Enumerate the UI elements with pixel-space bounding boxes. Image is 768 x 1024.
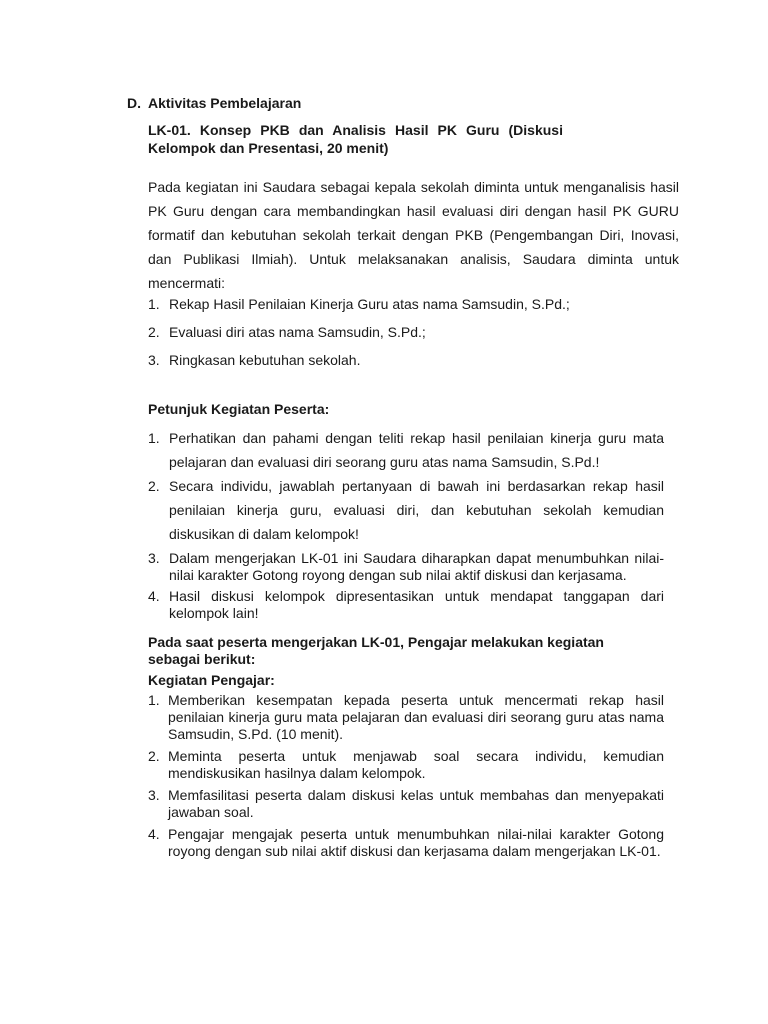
list-item bbox=[148, 692, 664, 743]
list-number: 1. bbox=[148, 430, 160, 446]
list-text: Hasil diskusi kelompok dipresentasikan untuk mendapat tanggapan dari kelompok lain! bbox=[169, 588, 664, 621]
list-text: Pengajar mengajak peserta untuk menumbuhkan nilai-nilai karakter Gotong royong dengan sub nilai aktif diskusi dan kerjasama dalam mengerjakan LK-01. bbox=[168, 826, 664, 859]
section-title: Aktivitas Pembelajaran bbox=[148, 95, 302, 111]
list-text: Ringkasan kebutuhan sekolah. bbox=[169, 352, 361, 368]
list-text: Evaluasi diri atas nama Samsudin, S.Pd.; bbox=[169, 324, 426, 340]
list-item bbox=[148, 826, 664, 860]
activity-intro: Pada kegiatan ini Saudara sebagai kepala sekolah diminta untuk menganalisis hasil PK Guru dengan cara membandingkan hasil evaluasi diri dengan hasil PK GURU formatif dan kebutuhan sekolah terkait dengan PKB (Pengembangan Diri, Inovasi, dan Publikasi Ilmiah). Untuk melaksanakan analisis, Saudara diminta untuk mencermati: bbox=[148, 179, 679, 291]
petunjuk-list bbox=[148, 426, 664, 622]
list-number: 3. bbox=[148, 787, 160, 803]
kegiatan-pengajar-heading: Kegiatan Pengajar: bbox=[148, 672, 275, 688]
list-number: 3. bbox=[148, 550, 160, 566]
pengajar-intro: Pada saat peserta mengerjakan LK-01, Pengajar melakukan kegiatan sebagai berikut: bbox=[148, 634, 604, 667]
list-item bbox=[148, 426, 664, 474]
list-number: 2. bbox=[148, 324, 160, 340]
list-text: Memfasilitasi peserta dalam diskusi kelas untuk membahas dan menyepakati jawaban soal. bbox=[168, 787, 664, 820]
kegiatan-pengajar-list bbox=[148, 692, 664, 865]
list-item bbox=[148, 293, 679, 315]
section-letter: D. bbox=[127, 95, 141, 111]
activity-title: LK-01. Konsep PKB dan Analisis Hasil PK Guru (Diskusi Kelompok dan Presentasi, 20 menit) bbox=[148, 122, 563, 156]
petunjuk-heading: Petunjuk Kegiatan Peserta: bbox=[148, 401, 330, 417]
list-item bbox=[148, 550, 664, 584]
list-text: Meminta peserta untuk menjawab soal secara individu, kemudian mendiskusikan hasilnya dalam kelompok. bbox=[168, 748, 664, 781]
list-number: 1. bbox=[148, 296, 160, 312]
list-item bbox=[148, 321, 679, 343]
list-item bbox=[148, 474, 664, 546]
list-item bbox=[148, 748, 664, 782]
list-number: 4. bbox=[148, 588, 160, 604]
document-list bbox=[148, 293, 679, 377]
list-number: 4. bbox=[148, 826, 160, 842]
list-number: 2. bbox=[148, 748, 160, 764]
list-number: 2. bbox=[148, 478, 160, 494]
list-text: Secara individu, jawablah pertanyaan di bawah ini berdasarkan rekap hasil penilaian kinerja guru, evaluasi diri, dan kebutuhan sekolah kemudian diskusikan di dalam kelompok! bbox=[169, 478, 664, 542]
list-text: Dalam mengerjakan LK-01 ini Saudara diharapkan dapat menumbuhkan nilai-nilai karakter Gotong royong dengan sub nilai aktif diskusi dan kerjasama. bbox=[169, 550, 664, 583]
list-text: Rekap Hasil Penilaian Kinerja Guru atas nama Samsudin, S.Pd.; bbox=[169, 296, 570, 312]
list-item bbox=[148, 787, 664, 821]
list-text: Memberikan kesempatan kepada peserta untuk mencermati rekap hasil penilaian kinerja guru mata pelajaran dan evaluasi diri seorang guru atas nama Samsudin, S.Pd. (10 menit). bbox=[168, 692, 664, 742]
section-heading bbox=[127, 95, 301, 111]
list-item bbox=[148, 588, 664, 622]
list-text: Perhatikan dan pahami dengan teliti rekap hasil penilaian kinerja guru mata pelajaran dan evaluasi diri seorang guru atas nama Samsudin, S.Pd.! bbox=[169, 430, 664, 470]
list-number: 3. bbox=[148, 352, 160, 368]
list-item bbox=[148, 349, 679, 371]
list-number: 1. bbox=[148, 692, 160, 708]
